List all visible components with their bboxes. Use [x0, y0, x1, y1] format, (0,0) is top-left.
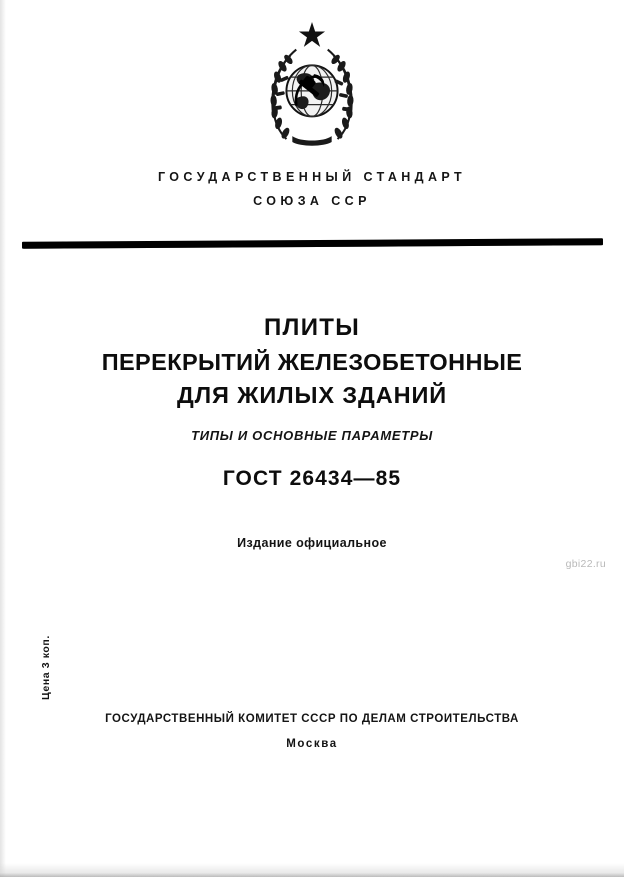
standard-header — [0, 168, 624, 211]
emblem-container — [0, 20, 624, 148]
footer-line-2: Москва — [286, 738, 338, 750]
footer-line-1: ГОСУДАРСТВЕННЫЙ КОМИТЕТ СССР ПО ДЕЛАМ СТРОИТЕЛЬСТВА — [105, 713, 519, 725]
standard-code: ГОСТ 26434—85 — [222, 466, 402, 490]
header-line-1: ГОСУДАРСТВЕННЫЙ СТАНДАРТ — [157, 170, 467, 184]
price-note: Цена 3 коп. — [40, 635, 52, 700]
scan-edge-bottom — [0, 863, 624, 877]
page-title-line-3: ДЛЯ ЖИЛЫХ ЗДАНИЙ — [176, 381, 448, 408]
header-line-2: СОЮЗА ССР — [253, 193, 371, 208]
edition-note: Издание официальное — [237, 535, 387, 550]
page-title-line-2: ПЕРЕКРЫТИЙ ЖЕЛЕЗОБЕТОННЫЕ — [101, 348, 523, 375]
horizontal-rule — [22, 238, 603, 249]
soviet-state-emblem-icon — [253, 20, 371, 148]
watermark: gbi22.ru — [565, 558, 606, 570]
title-block — [0, 313, 624, 550]
page-title-line-1: ПЛИТЫ — [264, 314, 360, 341]
scan-edge-left — [0, 0, 6, 877]
page-subtitle: ТИПЫ И ОСНОВНЫЕ ПАРАМЕТРЫ — [191, 427, 433, 443]
footer-block — [0, 713, 624, 750]
